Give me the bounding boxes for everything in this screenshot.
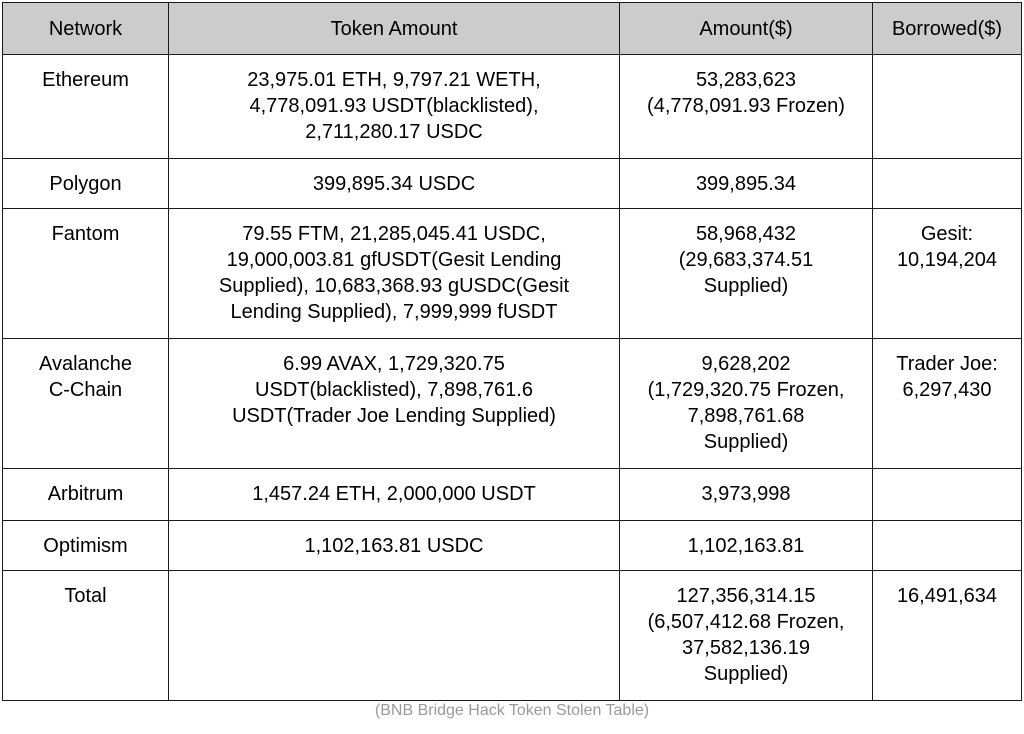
table-row (3, 521, 1022, 571)
cell-borrowed (873, 521, 1022, 571)
header-network: Network (3, 3, 169, 55)
cell-borrowed (873, 159, 1022, 209)
cell-amount: 58,968,432 (29,683,374.51 Supplied) (620, 209, 873, 339)
cell-network: Arbitrum (3, 469, 169, 521)
cell-token-amount: 1,102,163.81 USDC (169, 521, 620, 571)
cell-borrowed: 16,491,634 (873, 571, 1022, 701)
header-borrowed: Borrowed($) (873, 3, 1022, 55)
cell-network: Fantom (3, 209, 169, 339)
cell-network: Ethereum (3, 55, 169, 159)
cell-borrowed: Trader Joe: 6,297,430 (873, 339, 1022, 469)
table-caption: (BNB Bridge Hack Token Stolen Table) (374, 702, 650, 719)
cell-token-amount: 6.99 AVAX, 1,729,320.75 USDT(blacklisted), 7,898,761.6 USDT(Trader Joe Lending Supplied) (169, 339, 620, 469)
header-amount: Amount($) (620, 3, 873, 55)
stolen-token-table (2, 2, 1022, 701)
cell-amount: 399,895.34 (620, 159, 873, 209)
table-row (3, 209, 1022, 339)
cell-network: Avalanche C-Chain (3, 339, 169, 469)
cell-amount: 53,283,623 (4,778,091.93 Frozen) (620, 55, 873, 159)
table-header-row (3, 3, 1022, 55)
table-row (3, 469, 1022, 521)
cell-amount: 9,628,202 (1,729,320.75 Frozen, 7,898,761.68 Supplied) (620, 339, 873, 469)
cell-amount: 1,102,163.81 (620, 521, 873, 571)
cell-token-amount: 399,895.34 USDC (169, 159, 620, 209)
cell-network: Optimism (3, 521, 169, 571)
cell-token-amount: 1,457.24 ETH, 2,000,000 USDT (169, 469, 620, 521)
cell-borrowed (873, 469, 1022, 521)
cell-borrowed (873, 55, 1022, 159)
cell-amount: 3,973,998 (620, 469, 873, 521)
cell-borrowed: Gesit: 10,194,204 (873, 209, 1022, 339)
table-row (3, 339, 1022, 469)
header-token-amount: Token Amount (169, 3, 620, 55)
cell-token-amount: 23,975.01 ETH, 9,797.21 WETH, 4,778,091.93 USDT(blacklisted), 2,711,280.17 USDC (169, 55, 620, 159)
cell-network: Polygon (3, 159, 169, 209)
cell-network: Total (3, 571, 169, 701)
table-row (3, 55, 1022, 159)
table-row-total (3, 571, 1022, 701)
table-row (3, 159, 1022, 209)
cell-token-amount (169, 571, 620, 701)
cell-token-amount: 79.55 FTM, 21,285,045.41 USDC, 19,000,003.81 gfUSDT(Gesit Lending Supplied), 10,683,368.93 gUSDC(Gesit Lending Supplied), 7,999,999 fUSDT (169, 209, 620, 339)
cell-amount: 127,356,314.15 (6,507,412.68 Frozen, 37,582,136.19 Supplied) (620, 571, 873, 701)
